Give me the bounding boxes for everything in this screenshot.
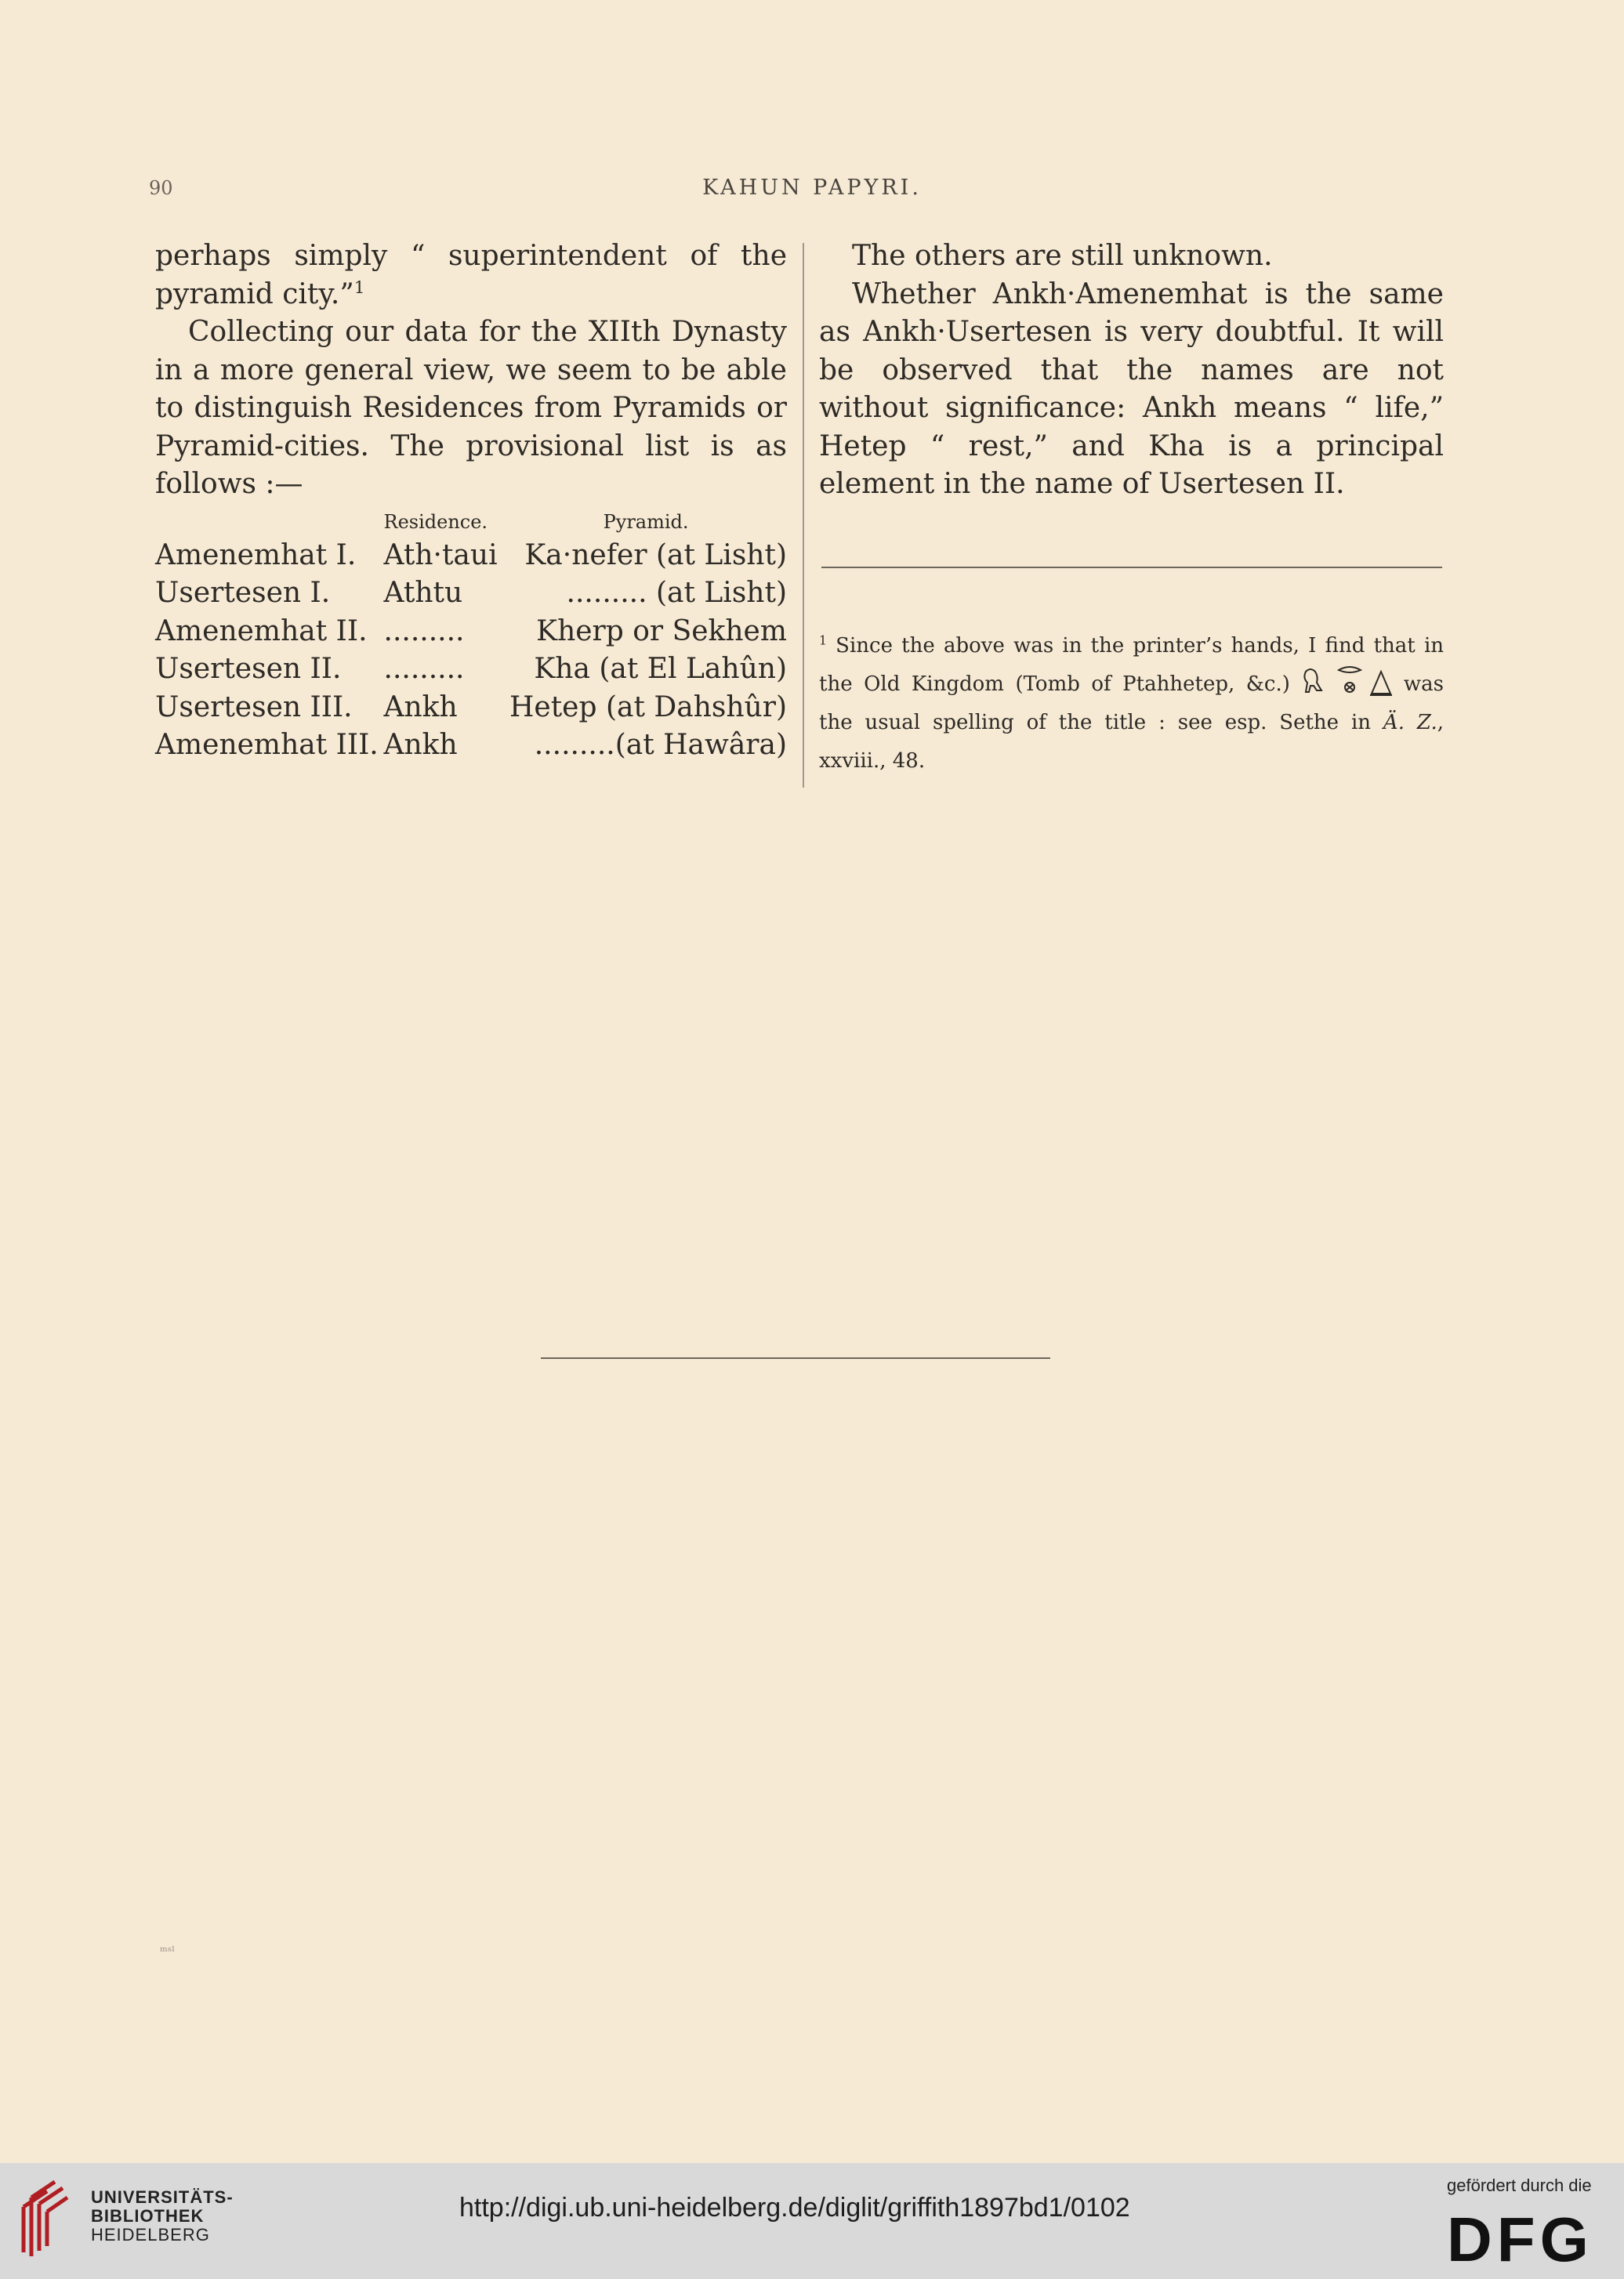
left-column <box>155 237 787 765</box>
footnote-text-3: , xxviii., 48. <box>819 711 1444 773</box>
library-name-line-1: UNIVERSITÄTS- <box>91 2187 234 2207</box>
table-row <box>155 650 787 689</box>
table-cell-king: Amenemhat I. <box>155 538 357 571</box>
stray-pencil-mark: ᵐˢˡ <box>160 1944 176 1958</box>
table-cell-residence: Ankh <box>383 729 458 761</box>
dfg-logo: DFG <box>1447 2205 1593 2274</box>
library-name <box>91 2188 234 2245</box>
footnote-text-2: was the usual spelling of the title : see esp. Sethe in <box>819 672 1444 734</box>
table-cell-king: Usertesen III. <box>155 690 353 723</box>
footnote-separator <box>821 567 1442 568</box>
table-cell-king: Amenemhat III. <box>155 729 379 761</box>
permalink-url[interactable]: http://digi.ub.uni-heidelberg.de/diglit/griffith1897bd1/0102 <box>459 2193 1130 2223</box>
table-header-residence: Residence. <box>383 510 488 533</box>
table-cell-pyramid: ......... (at Lisht) <box>566 577 787 609</box>
table-header-row <box>155 504 787 537</box>
page-number: 90 <box>149 177 173 199</box>
right-column <box>819 237 1444 504</box>
table-cell-king: Usertesen II. <box>155 653 342 685</box>
running-title: KAHUN PAPYRI. <box>702 176 922 200</box>
table-row <box>155 613 787 651</box>
table-row <box>155 689 787 727</box>
left-paragraph-2: Collecting our data for the XIIth Dynasty in a more general view, we seem to be able to distinguish Residences from Pyramids or Pyramid-cities. The provisional list is as follows :— <box>155 316 787 500</box>
rulers-table <box>155 504 787 765</box>
footnote-mark: 1 <box>819 633 827 648</box>
library-name-line-2: BIBLIOTHEK <box>91 2206 205 2226</box>
table-cell-pyramid: Kha (at El Lahûn) <box>534 653 787 685</box>
table-cell-residence: ......... <box>383 614 465 647</box>
table-cell-residence: Athtu <box>383 577 463 609</box>
table-cell-pyramid: .........(at Hawâra) <box>534 729 787 761</box>
table-header-cell <box>155 504 384 537</box>
table-cell-pyramid: Ka·nefer (at Lisht) <box>524 538 787 571</box>
table-row <box>155 537 787 575</box>
owl-mouth-pyramid-hieroglyphs-icon <box>1301 665 1392 698</box>
footnote-journal: Ä. Z. <box>1383 711 1437 734</box>
table-row <box>155 574 787 613</box>
table-cell-residence: Ankh <box>383 690 458 723</box>
section-rule <box>541 1357 1050 1359</box>
left-paragraph-1 <box>155 237 787 313</box>
right-paragraph-1: The others are still unknown. <box>852 240 1273 272</box>
table-cell-pyramid: Hetep (at Dahshûr) <box>509 690 787 723</box>
table-cell-king: Usertesen I. <box>155 577 331 609</box>
table-cell-residence: Ath·taui <box>383 538 498 571</box>
column-divider <box>803 243 804 788</box>
library-name-line-3: HEIDELBERG <box>91 2225 210 2245</box>
left-paragraph-1-text: perhaps simply “ superintendent of the pyramid city.” <box>155 240 787 310</box>
table-row <box>155 726 787 765</box>
table-cell-pyramid: Kherp or Sekhem <box>536 614 787 647</box>
table-cell-residence: ......... <box>383 653 465 685</box>
footnote-text-1: Since the above was in the printer’s hands, I find that in the Old Kingdom (Tomb of Ptahhetep, &c.) <box>819 634 1444 696</box>
right-paragraph-2: Whether Ankh·Amenemhat is the same as Ankh·Usertesen is very doubtful. It will be observed that the names are not without significance: Ankh means “ life,” Hetep “ rest,” and Kha is a principal element in the name of Usertesen II. <box>819 277 1444 500</box>
table-cell-king: Amenemhat II. <box>155 614 368 647</box>
university-library-logo-icon <box>16 2174 71 2260</box>
table-header-pyramid: Pyramid. <box>603 510 689 533</box>
footnote-reference: 1 <box>353 277 365 298</box>
funding-caption: gefördert durch die <box>1447 2176 1592 2195</box>
footnote <box>819 627 1444 781</box>
